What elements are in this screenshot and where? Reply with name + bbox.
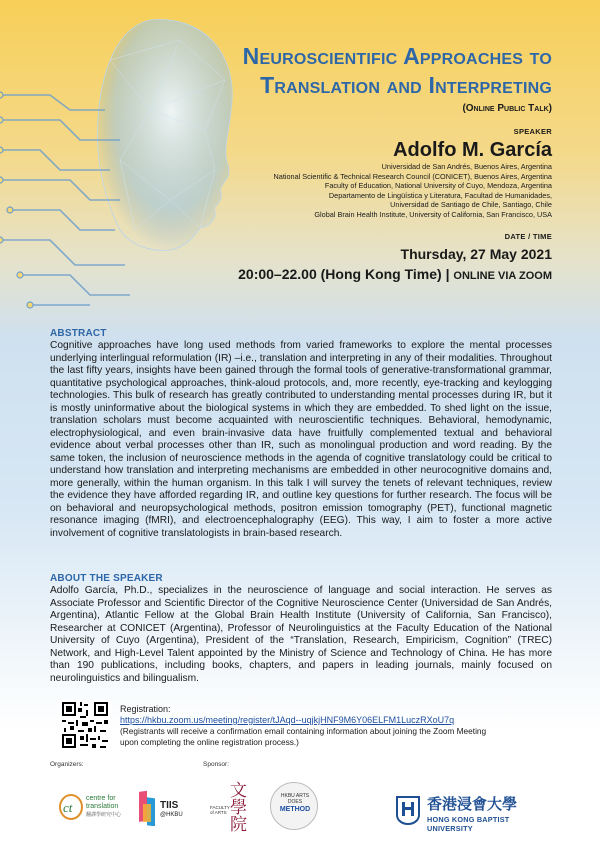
- speaker-affiliation: Global Brain Health Institute, University of California, San Francisco, USA: [314, 209, 552, 219]
- speaker-affiliation: Universidad de San Andrés, Buenos Aires, Argentina: [381, 162, 552, 171]
- method-text: HKBU ARTS: [280, 793, 310, 799]
- speaker-label: SPEAKER: [513, 127, 552, 136]
- event-title-line-1: Neuroscientific Approaches to: [242, 43, 552, 69]
- abstract-heading: ABSTRACT: [50, 328, 107, 339]
- event-mode: ONLINE VIA ZOOM: [453, 270, 552, 282]
- about-section: [50, 573, 552, 685]
- event-time-range: 20:00–22.00 (Hong Kong Time) |: [238, 266, 450, 282]
- tiis-text: TIIS: [160, 800, 179, 811]
- registration-link[interactable]: https://hkbu.zoom.us/meeting/register/tJAqd--uqjkjHNF9M6Y06ELFM1LuczRXoU7q: [120, 715, 455, 725]
- speaker-affiliation: National Scientific & Technical Research Council (CONICET), Buenos Aires, Argentina: [273, 171, 552, 181]
- organizers-label: Organizers:: [50, 761, 84, 768]
- registration-label: Registration:: [120, 704, 171, 714]
- faculty-of-arts-logo: [210, 781, 262, 835]
- datetime-label: DATE / TIME: [504, 232, 552, 241]
- sponsor-label: Sponsor:: [203, 761, 230, 768]
- event-title-line-2: Translation and Interpreting: [260, 72, 552, 98]
- datetime-block: [238, 232, 552, 286]
- hkbu-chinese-name: 香港浸會大學: [427, 795, 518, 813]
- ctn-text: [86, 795, 121, 819]
- speaker-name: Adolfo M. García: [393, 139, 552, 161]
- about-text: Adolfo García, Ph.D., specializes in the neuroscience of language and social interaction. He serves as Associate Professor and Scientific Director of the Cognitive Neuroscience Center (Universidad de San Andrés, Argentina), Atlantic Fellow at the Global Brain Health Institute (University of California, San Francisco), Researcher at CONICET (Argentina), Professor of Neurolinguistics at the Faculty Education of the National University of Cuyo (Argentina), President of the “Translation, Research, Empiricism, Cognition” (TREC) Network, and High-Level Talent appointed by the Ministry of Science and Technology of China. He has more than 190 publications, including books, chapters, and papers in leading journals, mainly focused on neurolinguistics and bilingualism.: [50, 585, 552, 684]
- method-text: DOES: [287, 799, 303, 805]
- abstract-text: Cognitive approaches have long used methods from varied frameworks to explore the mental processes underlying interlingual reformulation (IR) –i.e., translation and interpreting in any of their modalities. Throughout the last fifty years, insights have been gained through the formal tools of generative-transformational grammar, quantitative psychological approaches, think-aloud protocols, and, more recently, eye-tracking and keylogging technologies. This bulk of research has greatly contributed to understanding mental processes during IR, but it is mostly uninformative about the biological systems in which they are embedded. To shed light on the issue, translation scholars must become acquainted with neuroscientific techniques. Behavioral, hemodynamic, electrophysiological, and even brain-invasive data have fruitfully complemented textual and behavioral evidence about verbal processes other than IR, such as monolingual production and word reading. By the same token, the inclusion of neuroscience methods in the agenda of cognitive translatology could be critical to understand how translation and interpreting mechanisms are embedded in other neurocognitive domains and, more generally, within the human organism. In this talk I will survey the tenets of relevant techniques, review the evidence they have afforded regarding IR, and outline key questions for further research. The focus will be on behavioral and neuropsychological methods, positron emission tomography (PET), functional magnetic resonance imaging (fMRI), and electroencephalography (EEG). This way, I aim to foster a more active involvement of cognitive translatologists in brain-based research.: [50, 340, 552, 539]
- abstract-section: [50, 328, 552, 540]
- event-date: Thursday, 27 May 2021: [400, 246, 552, 262]
- registration-note: upon completing the online registration process.): [120, 736, 299, 747]
- registration-text: [120, 704, 486, 747]
- registration-note: (Registrants will receive a confirmation email containing information about joining the Zoom Meeting: [120, 726, 487, 736]
- speaker-block: [274, 127, 553, 219]
- ctn-text-line: 翻譯學研究中心: [86, 812, 122, 818]
- registration-section: [60, 700, 550, 760]
- hkbu-emblem-icon: [395, 795, 421, 825]
- qr-code-icon[interactable]: [60, 700, 110, 750]
- centre-for-translation-logo: [58, 790, 128, 826]
- tiis-subtext: @HKBU: [160, 812, 183, 818]
- tiis-logo: [138, 790, 188, 830]
- ctn-text-line: centre for: [86, 795, 116, 802]
- method-text: METHOD: [279, 806, 311, 813]
- hkbu-logo: [395, 795, 555, 833]
- arts-does-method-logo: [270, 782, 318, 830]
- arts-text: FACULTY of ARTS: [210, 805, 230, 815]
- ctn-emblem-icon: [58, 792, 86, 822]
- event-subtitle: (Online Public Talk): [462, 103, 552, 114]
- speaker-affiliation: Universidad de Santiago de Chile, Santiago, Chile: [390, 200, 552, 209]
- ctn-text-line: translation: [86, 803, 119, 810]
- speaker-affiliation: Departamento de Lingüística y Literatura, Facultad de Humanidades,: [328, 190, 552, 200]
- hkbu-english-name: HONG KONG BAPTIST UNIVERSITY: [427, 815, 510, 833]
- event-time: [238, 264, 552, 286]
- speaker-affiliation: Faculty of Education, National University of Cuyo, Mendoza, Argentina: [324, 181, 552, 190]
- tiis-emblem-icon: [138, 790, 158, 826]
- event-title-block: [243, 42, 552, 114]
- arts-calligraphy: 文學院: [230, 781, 247, 835]
- svg-text:ct: ct: [63, 800, 73, 815]
- about-heading: ABOUT THE SPEAKER: [50, 573, 163, 584]
